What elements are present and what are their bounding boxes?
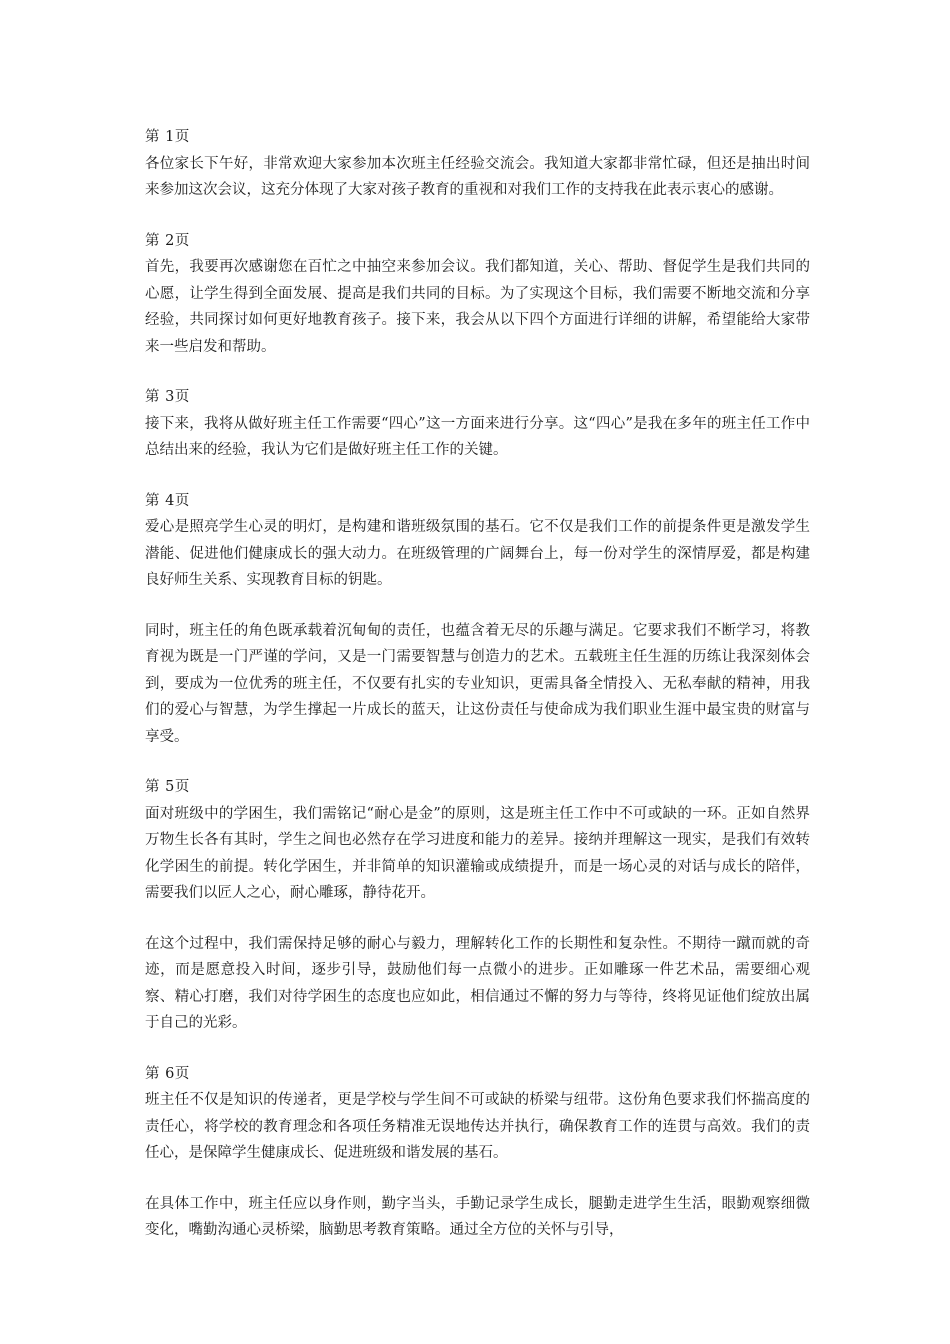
page-heading: 第 2页	[145, 232, 190, 249]
paragraph: 班主任不仅是知识的传递者，更是学校与学生间不可或缺的桥梁与纽带。这份角色要求我们怀揣高度的责任心，将学校的教育理念和各项任务精准无误地传达并执行，确保教育工作的连贯与高效。我们的责任心，是保障学生健康成长、促进班级和谐发展的基石。	[145, 1092, 810, 1161]
paragraph: 在具体工作中，班主任应以身作则，勤字当头，手勤记录学生成长，腿勤走进学生生活，眼勤观察细微变化，嘴勤沟通心灵桥梁，脑勤思考教育策略。通过全方位的关怀与引导，	[145, 1195, 810, 1238]
paragraph: 同时，班主任的角色既承载着沉甸甸的责任，也蕴含着无尽的乐趣与满足。它要求我们不断学习，将教育视为既是一门严谨的学问，又是一门需要智慧与创造力的艺术。五载班主任生涯的历练让我深刻体会到，要成为一位优秀的班主任，不仅要有扎实的专业知识，更需具备全情投入、无私奉献的精神，用我们的爱心与智慧，为学生撑起一片成长的蓝天，让这份责任与使命成为我们职业生涯中最宝贵的财富与享受。	[145, 622, 810, 745]
paragraph: 面对班级中的学困生，我们需铭记“耐心是金”的原则，这是班主任工作中不可或缺的一环。正如自然界万物生长各有其时，学生之间也必然存在学习进度和能力的差异。接纳并理解这一现实，是我们有效转化学困生的前提。转化学困生，并非简单的知识灌输或成绩提升，而是一场心灵的对话与成长的陪伴，需要我们以匠人之心，耐心雕琢，静待花开。	[145, 805, 810, 901]
paragraph: 各位家长下午好，非常欢迎大家参加本次班主任经验交流会。我知道大家都非常忙碌，但还是抽出时间来参加这次会议，这充分体现了大家对孩子教育的重视和对我们工作的支持我在此表示衷心的感谢。	[145, 155, 810, 198]
page-section-2	[145, 228, 810, 361]
page-heading: 第 5页	[145, 779, 190, 795]
paragraph: 首先，我要再次感谢您在百忙之中抽空来参加会议。我们都知道，关心、帮助、督促学生是我们共同的心愿，让学生得到全面发展、提高是我们共同的目标。为了实现这个目标，我们需要不断地交流和分享经验，共同探讨如何更好地教育孩子。接下来，我会从以下四个方面进行详细的讲解，希望能给大家带来一些启发和帮助。	[145, 259, 810, 355]
page-section-6	[145, 1061, 810, 1244]
page-section-5	[145, 774, 810, 1037]
page-heading: 第 6页	[145, 1065, 190, 1082]
page-section-4	[145, 488, 810, 751]
page-heading: 第 3页	[145, 389, 190, 405]
page-section-3	[145, 384, 810, 464]
document-page	[145, 124, 810, 1268]
page-section-1	[145, 124, 810, 204]
page-heading: 第 1页	[145, 129, 190, 145]
paragraph: 在这个过程中，我们需保持足够的耐心与毅力，理解转化工作的长期性和复杂性。不期待一蹴而就的奇迹，而是愿意投入时间，逐步引导，鼓励他们每一点微小的进步。正如雕琢一件艺术品，需要细心观察、精心打磨，我们对待学困生的态度也应如此，相信通过不懈的努力与等待，终将见证他们绽放出属于自己的光彩。	[145, 935, 810, 1031]
paragraph: 接下来，我将从做好班主任工作需要“四心”这一方面来进行分享。这“四心”是我在多年的班主任工作中总结出来的经验，我认为它们是做好班主任工作的关键。	[145, 415, 810, 458]
paragraph: 爱心是照亮学生心灵的明灯，是构建和谐班级氛围的基石。它不仅是我们工作的前提条件更是激发学生潜能、促进他们健康成长的强大动力。在班级管理的广阔舞台上，每一份对学生的深情厚爱，都是构建良好师生关系、实现教育目标的钥匙。	[145, 519, 810, 588]
page-heading: 第 4页	[145, 492, 190, 509]
